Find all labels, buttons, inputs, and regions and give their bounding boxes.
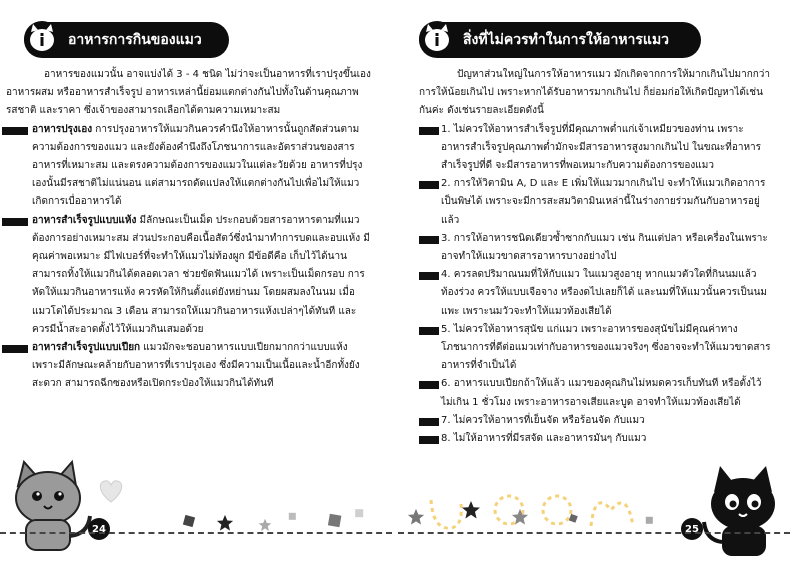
gray-cat-illustration [6, 456, 98, 552]
dashed-line [0, 532, 392, 534]
section-heading: อาหารปรุงเอง [32, 123, 93, 135]
list-item: 4. ควรลดปริมาณนมที่ให้กับแมว ในแมวสูงอายุ หากแมวตัวใดที่กินนมแล้วท้องร่วง ควรให้แบบเจือจาง หรืองดไปเลยก็ได้ และนมที่ให้แมวนั้นควรเป็นนมแพะ เพราะนมวัวจะทำให้แมวท้องเสียได้ [419, 266, 771, 321]
section-paragraph [6, 212, 372, 339]
black-cat-illustration [700, 462, 788, 558]
bullet-bar [419, 127, 439, 135]
section-title: อาหารการกินของแมว [68, 32, 202, 48]
bullet-bar [2, 127, 28, 135]
list-item: 3. การให้อาหารชนิดเดียวซ้ำซากกับแมว เช่น กินแต่ปลา หรือเครื่องในเพราะอาจทำให้แมวขาดสารอาหารบางอย่างไป [419, 230, 771, 266]
section-paragraph [6, 121, 372, 212]
section-title: สิ่งที่ไม่ควรทำในการให้อาหารแมว [463, 32, 670, 48]
square-confetti [567, 512, 581, 526]
page-number: 24 [88, 518, 110, 540]
square-confetti [180, 512, 200, 532]
square-confetti [352, 506, 368, 522]
section-header-left [24, 22, 229, 58]
cat-head-icon [20, 17, 64, 61]
square-confetti [286, 510, 300, 524]
bullet-bar [419, 181, 439, 189]
section-paragraph [6, 339, 372, 394]
bullet-bar [419, 418, 439, 426]
doodle-flourish [423, 470, 653, 540]
left-body-text [6, 66, 372, 394]
star-icon [216, 514, 234, 532]
star-icon [407, 508, 425, 526]
list-item: 6. อาหารแบบเปียกถ้าให้แล้ว แมวของคุณกินไม่หมดควรเก็บทันที หรือตั้งไว้ไม่เกิน 1 ชั่วโมง เพราะอาหารอาจเสียและบูด อาจทำให้แมวท้องเสียได้ [419, 375, 771, 411]
bullet-bar [419, 381, 439, 389]
list-item: 5. ไม่ควรให้อาหารสุนัข แก่แมว เพราะอาหารของสุนัขไม่มีคุณค่าทางโภชนาการที่ดีต่อแมวเท่ากับอาหารของแมวจริงๆ ซึ่งอาจจะทำให้แมวขาดสารอาหารที่จำเป็นได้ [419, 321, 771, 376]
bullet-bar [419, 327, 439, 335]
intro-paragraph: ปัญหาส่วนใหญ่ในการให้อาหารแมว มักเกิดจากการให้มากเกินไปมากกว่าการให้น้อยเกินไป เพราะหากได้รับอาหารมากเกินไป ก็ย่อมก่อให้เกิดปัญหาได้เช่นกันค่ะ ดังเช่นรายละเอียดดังนี้ [419, 69, 771, 117]
bullet-bar [2, 345, 28, 353]
list-item: 8. ไม่ให้อาหารที่มีรสจัด และอาหารมันๆ กับแมว [419, 430, 771, 448]
right-body-text [419, 66, 771, 448]
square-confetti [643, 514, 657, 528]
section-header-right [419, 22, 701, 58]
page-number: 25 [681, 518, 703, 540]
heart-icon [96, 478, 126, 504]
intro-paragraph: อาหารของแมวนั้น อาจแบ่งได้ 3 - 4 ชนิด ไม่ว่าจะเป็นอาหารที่เราปรุงขึ้นเอง อาหารผสม หรืออาหารสำเร็จรูป อาหารเหล่านี้ย่อมแตกต่างกันไปทั้งในด้านคุณภาพ รสชาติ และราคา ซึ่งเจ้าของสามารถเลือกได้ตามความเหมาะสม [6, 69, 371, 117]
star-icon [258, 518, 272, 532]
bullet-bar [419, 436, 439, 444]
section-body: แมวมักจะชอบอาหารแบบเปียกมากกว่าแบบแห้ง เพราะมีลักษณะคล้ายกับอาหารที่เราปรุงเอง ซึ่งมีความเป็นเนื้อและน้ำอีกทั้งยังสะดวก สามารถฉีกซองหรือเปิดกระป๋องให้แมวกินได้ทันที [32, 342, 360, 390]
star-icon [511, 508, 529, 526]
square-confetti [326, 512, 344, 530]
bullet-bar [419, 236, 439, 244]
section-heading: อาหารสำเร็จรูปแบบเปียก [32, 342, 141, 354]
section-body: มีลักษณะเป็นเม็ด ประกอบด้วยสารอาหารตามที่แมวต้องการอย่างเหมาะสม ส่วนประกอบคือเนื้อสัตว์ซึ่งนำมาทำการบดและอบแห้ง มีคุณค่าพอเหมาะ มีไฟเบอร์ที่จะทำให้แมวไม่ท้องผูก มีข้อดีคือ เก็บไว้ได้นาน สามารถทิ้งให้แมวกินได้ตลอดเวลา ช่วยขัดฟันแมวได้ เพราะเป็นเม็ดกรอบ การหัดให้แมวกินอาหารแห้ง ควรหัดให้กินตั้งแต่ยังหย่านม โดยผสมลงในนม เมื่อแมวโตได้ประมาณ 3 เดือน สามารถให้แมวกินอาหารแห้งเปล่าๆได้ทันที และควรมีน้ำสะอาดตั้งไว้ให้แมวกินเสมอด้วย [32, 214, 370, 335]
dashed-line [398, 532, 790, 534]
section-heading: อาหารสำเร็จรูปแบบแห้ง [32, 214, 137, 226]
right-page [395, 0, 790, 565]
bullet-bar [419, 272, 439, 280]
star-icon [461, 500, 481, 520]
list-item: 1. ไม่ควรให้อาหารสำเร็จรูปที่มีคุณภาพต่ำแก่เจ้าเหมียวของท่าน เพราะอาหารสำเร็จรูปคุณภาพต่ำมักจะมีสารอาหารสูงมากเกินไป ในขณะที่อาหารสำเร็จรูปที่ดี จะมีสารอาหารที่พอเหมาะกับความต้องการของแมว [419, 121, 771, 176]
bullet-bar [2, 218, 28, 226]
section-body: การปรุงอาหารให้แมวกินควรคำนึงให้อาหารนั้นถูกสัดส่วนตามความต้องการของแมว และยังต้องคำนึงถึงโภชนาการและอัตราส่วนของสารอาหารที่เหมาะสม และตรงความต้องการของแมวในแต่ละวัยด้วย อาหารที่ปรุงเองนั้นมีรสชาติไม่แน่นอน แต่สามารถดัดแปลงให้แตกต่างกันไปเพื่อไม่ให้แมวเกิดการเบื่ออาหารได้ [32, 123, 363, 208]
cat-head-icon [415, 17, 459, 61]
list-item: 7. ไม่ควรให้อาหารที่เย็นจัด หรือร้อนจัด กับแมว [419, 412, 771, 430]
list-item: 2. การให้วิตามิน A, D และ E เพิ่มให้แมวมากเกินไป จะทำให้แมวเกิดอาการเป็นพิษได้ เพราะจะมีการสะสมวิตามินเหล่านี้ในร่างกายร่วมกันกับอาหารอยู่แล้ว [419, 175, 771, 230]
